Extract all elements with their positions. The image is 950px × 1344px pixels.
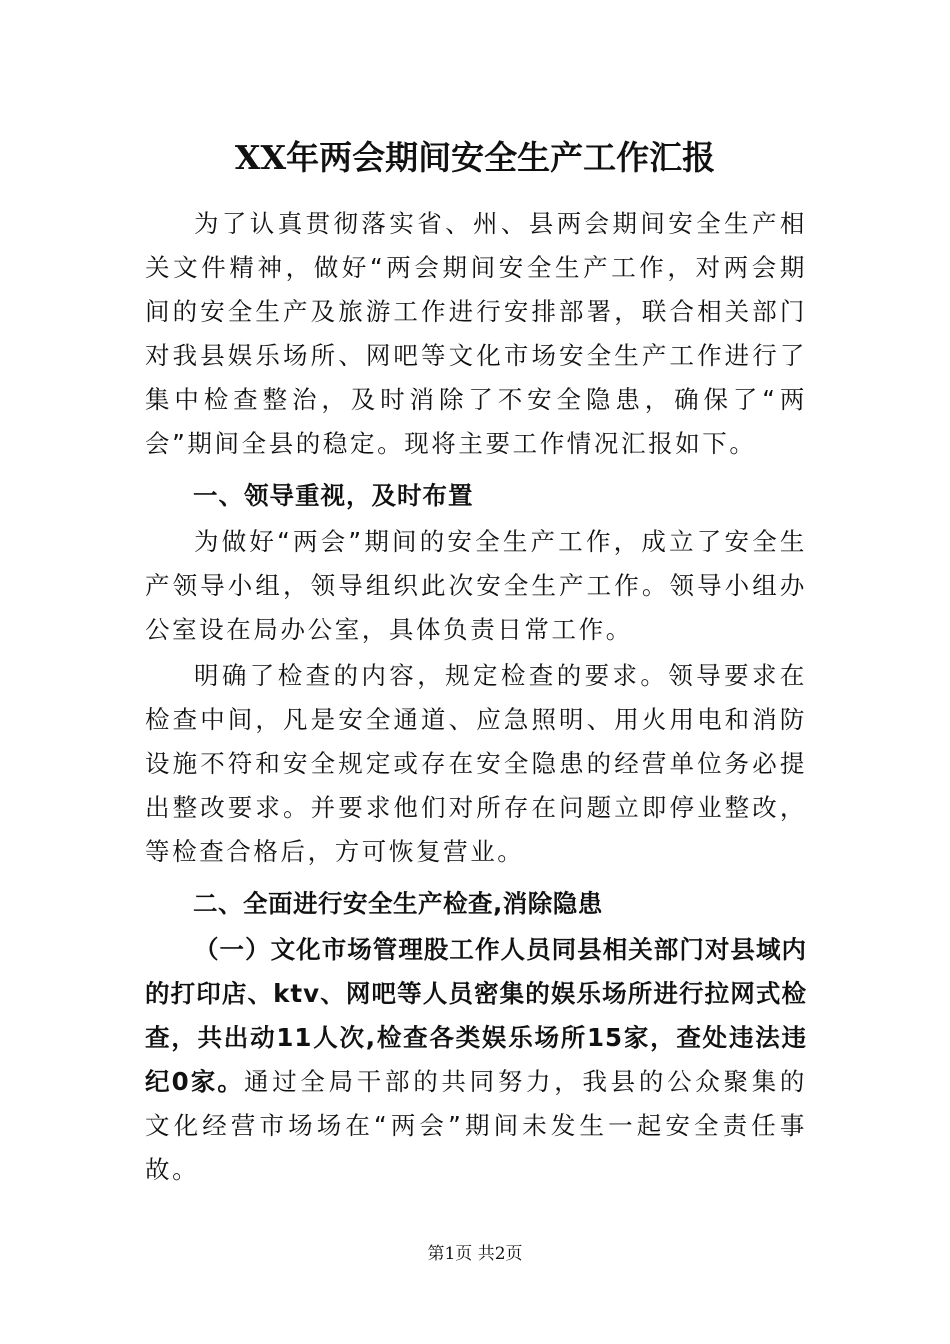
page-footer: 第1页 共2页: [427, 1244, 523, 1264]
section1-paragraph-2-text: 明确了检查的内容，规定检查的要求。领导要求在检查中间，凡是安全通道、应急照明、用火用电和消防设施不符和安全规定或存在安全隐患的经营单位务必提出整改要求。并要求他们对所存在问题立即停业整改，等检查合格后，方可恢复营业。: [145, 661, 807, 866]
section1-paragraph-1-text: 为做好“两会”期间的安全生产工作，成立了安全生产领导小组，领导组织此次安全生产工作。领导小组办公室设在局办公室，具体负责日常工作。: [145, 527, 807, 644]
intro-paragraph: [145, 202, 807, 466]
section1-paragraph-2: [145, 654, 807, 874]
intro-text: 为了认真贯彻落实省、州、县两会期间安全生产相关文件精神，做好“两会期间安全生产工作，对两会期间的安全生产及旅游工作进行安排部署，联合相关部门对我县娱乐场所、网吧等文化市场安全生产工作进行了集中检查整治，及时消除了不安全隐患，确保了“两会”期间全县的稳定。现将主要工作情况汇报如下。: [145, 209, 807, 458]
section-heading-2: 二、全面进行安全生产检查,消除隐患: [193, 889, 603, 918]
section2-paragraph-1-text: [145, 928, 807, 1192]
section1-paragraph-1: [145, 520, 807, 652]
section2-paragraph-1-rest: 通过全局干部的共同努力，我县的公众聚集的文化经营市场场在“两会”期间未发生一起安全责任事故。: [145, 1067, 808, 1184]
document-title: XX年两会期间安全生产工作汇报: [234, 138, 716, 177]
section2-paragraph-1: [145, 928, 807, 1192]
section-heading-1: 一、领导重视，及时布置: [193, 481, 474, 510]
section2-paragraph-1-bold: （一）文化市场管理股工作人员同县相关部门对县域内的打印店、ktv、网吧等人员密集的娱乐场所进行拉网式检查，共出动11人次,检查各类娱乐场所15家，查处违法违纪0家。: [145, 935, 807, 1096]
